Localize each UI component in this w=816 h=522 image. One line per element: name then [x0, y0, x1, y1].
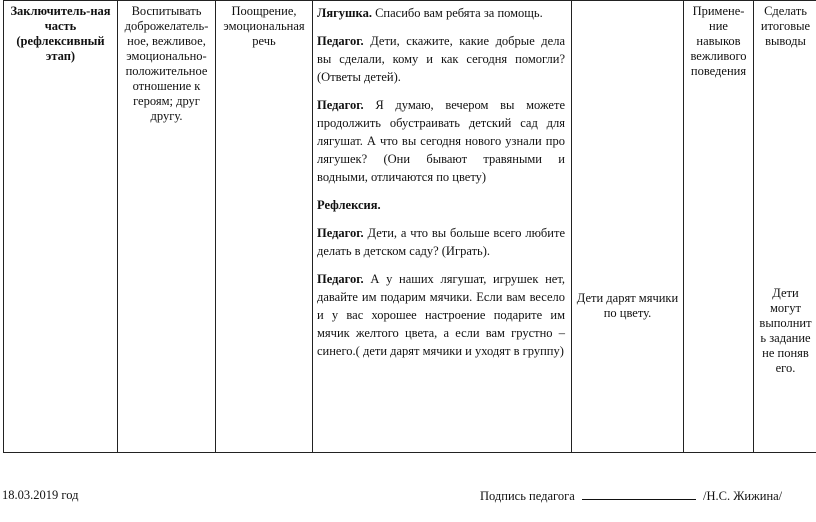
speaker-label: Рефлексия.: [317, 198, 381, 212]
dialog-text: Дети, а что вы больше всего любите делать в детском саду? (Играть).: [317, 226, 565, 258]
goals-cell: Воспитывать доброжелатель-ное, вежливое, эмоционально-положительное отношение к героям; друг другу.: [118, 1, 216, 453]
dialog-line: [317, 96, 565, 186]
dialog-text: Я думаю, вечером вы можете продолжить обустраивать детский сад для лягушат. А что вы сегодня нового узнали про лягушек? (Они бывают травяными и водными, отличаются по цвету): [317, 98, 565, 184]
footer-date: 18.03.2019 год: [2, 488, 79, 502]
children-activity-cell: [572, 1, 684, 453]
dialog-text: Дети, скажите, какие добрые дела вы сделали, кому и как сегодня помогли? (Ответы детей).: [317, 34, 565, 84]
result-skills-cell: Примене-ние навыков вежливого поведения: [684, 1, 754, 453]
stage-cell: Заключитель-ная часть (рефлексивный этап): [4, 1, 118, 453]
dialog-text: А у наших лягушат, игрушек нет, давайте им подарим мячики. Если вам весело и у вас хорошее настроение подарите им мячик желтого цвета, а если вам грустно – синего.( дети дарят мячики и уходят в группу): [317, 272, 565, 358]
conclusion-text: Сделать итоговые выводы: [760, 4, 811, 48]
lesson-plan-table: [3, 0, 816, 453]
dialog-line: [317, 32, 565, 86]
footer-signature: [480, 488, 782, 504]
conclusion-cell: [754, 1, 816, 453]
methods-cell: Поощрение, эмоциональная речь: [216, 1, 313, 453]
speaker-label: Лягушка.: [317, 6, 372, 20]
speaker-label: Педагог.: [317, 98, 364, 112]
signature-name: /Н.С. Жижина/: [703, 489, 783, 503]
speaker-label: Педагог.: [317, 226, 364, 240]
signature-line: [582, 488, 696, 500]
dialog-text: Спасибо вам ребята за помощь.: [371, 6, 543, 20]
dialog-line: [317, 224, 565, 260]
speaker-label: Педагог.: [317, 272, 364, 286]
dialog-line: [317, 270, 565, 360]
table-row: [4, 1, 816, 453]
dialog-line: [317, 4, 565, 22]
dialog-line: [317, 196, 565, 214]
signature-label: Подпись педагога: [480, 489, 575, 503]
dialog-cell: [313, 1, 572, 453]
children-activity-text: Дети дарят мячики по цвету.: [576, 291, 679, 320]
speaker-label: Педагог.: [317, 34, 364, 48]
outcome-text: Дети могут выполнит ь задание не поняв его.: [759, 286, 812, 375]
